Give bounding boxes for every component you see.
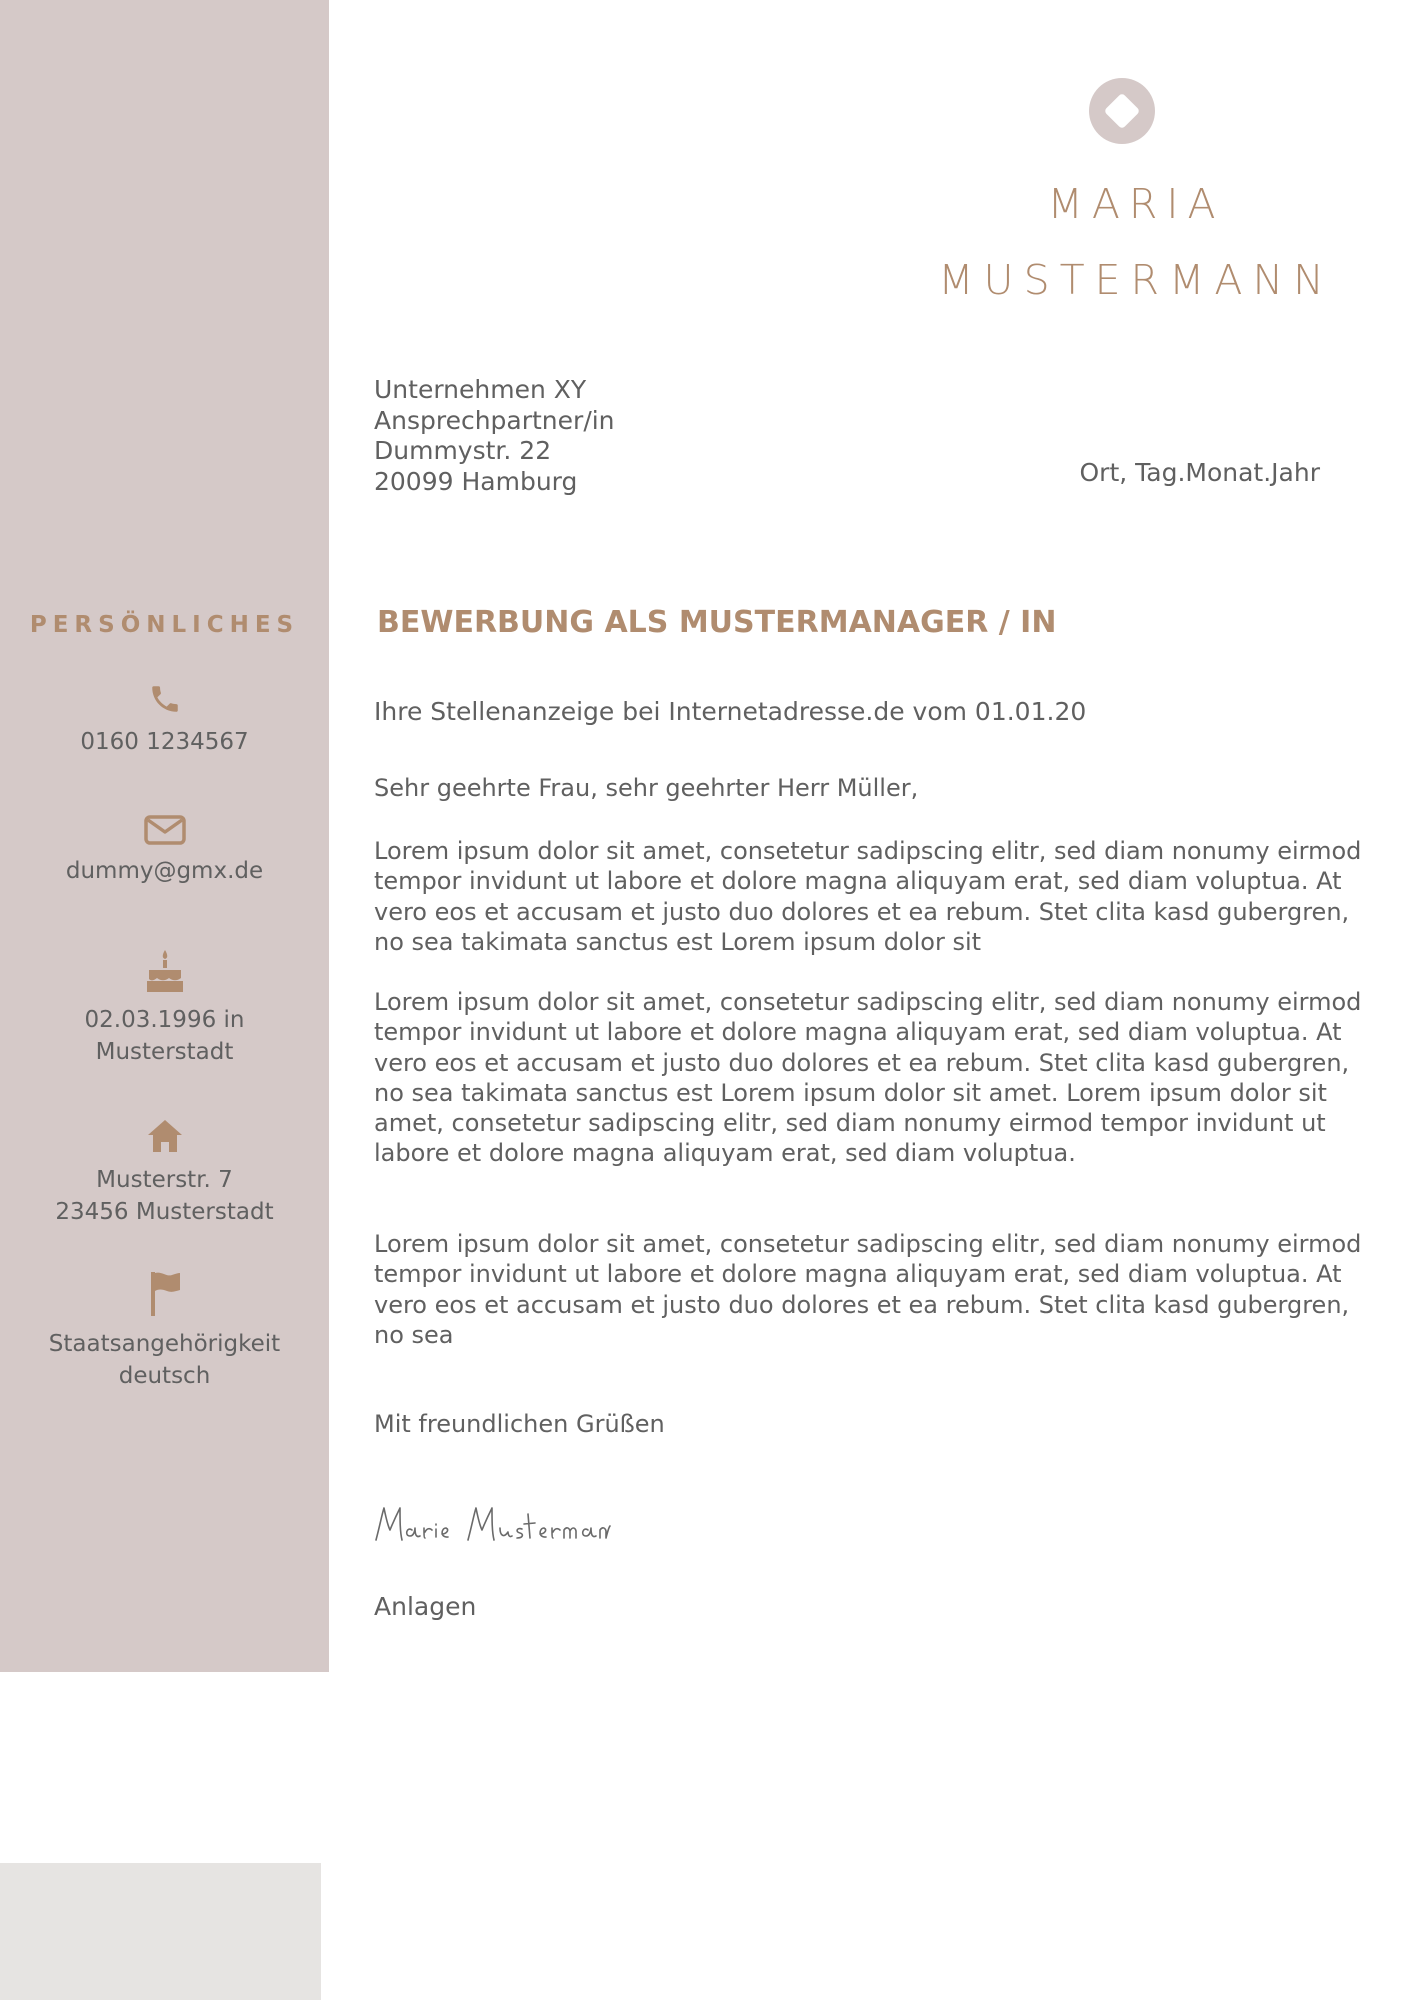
birthday-cake-icon [145,948,185,994]
diamond-circle-icon [1089,78,1155,144]
birth-date: 02.03.1996 in [84,1007,245,1033]
recipient-city: 20099 Hamburg [374,466,578,496]
letter-subject: BEWERBUNG ALS MUSTERMANAGER / IN [377,605,1057,640]
body-paragraph-3: Lorem ipsum dolor sit amet, consetetur sadipscing elitr, sed diam nonumy eirmod tempor invidunt ut labore et dolore magna aliquyam erat, sed diam voluptua. At vero eos et accusam et justo duo dolores et ea rebum. Stet clita kasd gubergren, no sea [374,1230,1362,1349]
phone-item [0,682,329,758]
closing: Mit freundlichen Grüßen [374,1410,665,1438]
address-item [0,1118,329,1228]
nationality-item [0,1270,329,1392]
recipient-street: Dummystr. 22 [374,436,552,465]
phone-icon [148,682,182,716]
birth-place: Musterstadt [95,1039,234,1065]
handwritten-signature [372,1500,612,1548]
birth-item [0,948,329,1068]
address-street: Musterstr. 7 [96,1167,233,1193]
job-reference: Ihre Stellenanzeige bei Internetadresse.de vom 01.01.20 [374,697,1087,726]
place-date: Ort, Tag.Monat.Jahr [1079,458,1320,487]
email-item [0,815,329,887]
recipient-contact: Ansprechpartner/in [374,405,615,435]
address-city: 23456 Musterstadt [55,1199,274,1225]
sidebar-bottom-block [0,1863,321,2000]
personal-section-title: PERSÖNLICHES [29,612,300,638]
first-name: MARIA [1047,180,1225,228]
last-name: MUSTERMANN [938,256,1334,304]
nationality-label: Staatsangehörigkeit [48,1331,281,1357]
nationality-value: deutsch [118,1363,211,1389]
attachments-label: Anlagen [374,1592,477,1621]
body-paragraph-1: Lorem ipsum dolor sit amet, consetetur sadipscing elitr, sed diam nonumy eirmod tempor invidunt ut labore et dolore magna aliquyam erat, sed diam voluptua. At vero eos et accusam et justo duo dolores et ea rebum. Stet clita kasd gubergren, no sea takimata sanctus est Lorem ipsum dolor sit [374,837,1362,956]
salutation: Sehr geehrte Frau, sehr geehrter Herr Müller, [374,774,919,802]
email-address: dummy@gmx.de [65,858,264,884]
flag-icon [148,1270,182,1318]
body-paragraph-2: Lorem ipsum dolor sit amet, consetetur sadipscing elitr, sed diam nonumy eirmod tempor invidunt ut labore et dolore magna aliquyam erat, sed diam voluptua. At vero eos et accusam et justo duo dolores et ea rebum. Stet clita kasd gubergren, no sea takimata sanctus est Lorem ipsum dolor sit amet. Lorem ipsum dolor sit amet, consetetur sadipscing elitr, sed diam nonumy eirmod tempor invidunt ut labore et dolore magna aliquyam erat, sed diam voluptua. [374,988,1362,1168]
recipient-company: Unternehmen XY [374,375,587,404]
phone-number: 0160 1234567 [80,729,249,755]
mail-icon [144,815,186,845]
recipient-address [374,375,615,497]
home-icon [146,1118,184,1154]
